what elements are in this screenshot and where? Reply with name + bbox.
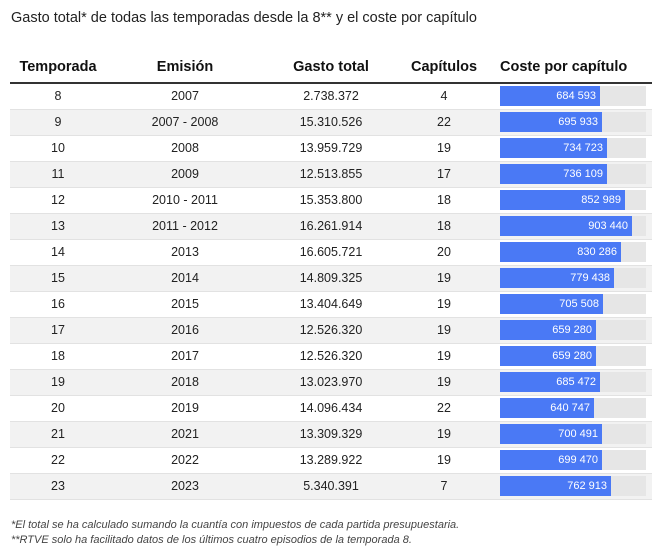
cost-bar-label: 699 470 (558, 454, 598, 466)
cell-coste-por-capitulo (490, 317, 652, 343)
cell-temporada: 22 (10, 447, 106, 473)
cell-temporada: 21 (10, 421, 106, 447)
cell-coste-por-capitulo (490, 213, 652, 239)
cell-gasto-total: 2.738.372 (264, 83, 398, 109)
cost-bar-label: 830 286 (577, 246, 617, 258)
bar-track (500, 398, 646, 418)
cell-coste-por-capitulo (490, 135, 652, 161)
cell-gasto-total: 13.959.729 (264, 135, 398, 161)
cell-emision: 2010 - 2011 (106, 187, 264, 213)
cell-gasto-total: 15.310.526 (264, 109, 398, 135)
table-row (10, 83, 652, 109)
cell-temporada: 18 (10, 343, 106, 369)
cell-emision: 2013 (106, 239, 264, 265)
bar-track (500, 242, 646, 262)
table-row (10, 161, 652, 187)
cell-emision: 2016 (106, 317, 264, 343)
table-row (10, 343, 652, 369)
cell-temporada: 19 (10, 369, 106, 395)
cell-emision: 2021 (106, 421, 264, 447)
cell-capitulos: 19 (398, 343, 490, 369)
bar-track (500, 450, 646, 470)
cell-temporada: 23 (10, 473, 106, 499)
column-header-emision: Emisión (106, 52, 264, 83)
column-header-coste-por-capitulo: Coste por capítulo (490, 52, 652, 83)
cost-bar-label: 903 440 (588, 220, 628, 232)
cost-bar-label: 685 472 (556, 376, 596, 388)
bar-track (500, 190, 646, 210)
cell-capitulos: 19 (398, 447, 490, 473)
cell-capitulos: 19 (398, 317, 490, 343)
cell-coste-por-capitulo (490, 291, 652, 317)
cost-bar-label: 659 280 (552, 324, 592, 336)
table-row (10, 213, 652, 239)
cell-temporada: 12 (10, 187, 106, 213)
cell-gasto-total: 5.340.391 (264, 473, 398, 499)
cell-gasto-total: 12.526.320 (264, 317, 398, 343)
bar-track (500, 346, 646, 366)
table-row (10, 369, 652, 395)
table-row (10, 187, 652, 213)
cell-emision: 2017 (106, 343, 264, 369)
cost-bar-label: 705 508 (559, 298, 599, 310)
cell-gasto-total: 13.289.922 (264, 447, 398, 473)
bar-track (500, 294, 646, 314)
cell-capitulos: 19 (398, 135, 490, 161)
cell-emision: 2023 (106, 473, 264, 499)
cost-bar-label: 779 438 (570, 272, 610, 284)
cell-temporada: 8 (10, 83, 106, 109)
cell-temporada: 15 (10, 265, 106, 291)
cell-capitulos: 19 (398, 291, 490, 317)
cell-emision: 2014 (106, 265, 264, 291)
cell-coste-por-capitulo (490, 265, 652, 291)
cell-gasto-total: 13.023.970 (264, 369, 398, 395)
cost-bar-label: 762 913 (567, 480, 607, 492)
cell-gasto-total: 13.404.649 (264, 291, 398, 317)
cell-temporada: 14 (10, 239, 106, 265)
cell-emision: 2019 (106, 395, 264, 421)
cell-capitulos: 19 (398, 369, 490, 395)
cell-gasto-total: 12.526.320 (264, 343, 398, 369)
table-body (10, 83, 652, 499)
cell-gasto-total: 14.096.434 (264, 395, 398, 421)
cost-bar-label: 734 723 (563, 142, 603, 154)
cell-coste-por-capitulo (490, 395, 652, 421)
cell-temporada: 10 (10, 135, 106, 161)
bar-track (500, 138, 646, 158)
cell-capitulos: 18 (398, 213, 490, 239)
table-row (10, 291, 652, 317)
cell-temporada: 9 (10, 109, 106, 135)
table-row (10, 317, 652, 343)
cell-emision: 2011 - 2012 (106, 213, 264, 239)
bar-track (500, 86, 646, 106)
cell-capitulos: 18 (398, 187, 490, 213)
column-header-capitulos: Capítulos (398, 52, 490, 83)
footnote-2: **RTVE solo ha facilitado datos de los últimos cuatro episodios de la temporada 8. (11, 534, 412, 546)
cell-emision: 2022 (106, 447, 264, 473)
table-row (10, 265, 652, 291)
cell-emision: 2008 (106, 135, 264, 161)
cell-coste-por-capitulo (490, 473, 652, 499)
cell-coste-por-capitulo (490, 109, 652, 135)
bar-track (500, 320, 646, 340)
cell-capitulos: 22 (398, 109, 490, 135)
cost-bar-label: 684 593 (556, 90, 596, 103)
cell-gasto-total: 12.513.855 (264, 161, 398, 187)
cell-gasto-total: 13.309.329 (264, 421, 398, 447)
data-table (10, 52, 652, 500)
cell-temporada: 13 (10, 213, 106, 239)
cell-temporada: 11 (10, 161, 106, 187)
cell-emision: 2015 (106, 291, 264, 317)
bar-track (500, 216, 646, 236)
cost-bar-label: 640 747 (550, 402, 590, 414)
cell-emision: 2018 (106, 369, 264, 395)
cost-bar-label: 736 109 (563, 168, 603, 180)
cost-bar-label: 852 989 (581, 194, 621, 206)
bar-track (500, 476, 646, 496)
cell-capitulos: 4 (398, 83, 490, 109)
bar-track (500, 424, 646, 444)
column-header-gasto-total: Gasto total (264, 52, 398, 83)
cell-capitulos: 20 (398, 239, 490, 265)
cell-emision: 2009 (106, 161, 264, 187)
cell-coste-por-capitulo (490, 369, 652, 395)
table-header-row (10, 52, 652, 83)
cell-coste-por-capitulo (490, 447, 652, 473)
cell-emision: 2007 - 2008 (106, 109, 264, 135)
chart-title: Gasto total* de todas las temporadas desde la 8** y el coste por capítulo (11, 10, 477, 26)
cell-gasto-total: 16.261.914 (264, 213, 398, 239)
cost-bar-label: 700 491 (558, 428, 598, 440)
cost-bar-label: 659 280 (552, 350, 592, 362)
cell-capitulos: 22 (398, 395, 490, 421)
cell-gasto-total: 14.809.325 (264, 265, 398, 291)
cell-emision: 2007 (106, 83, 264, 109)
bar-track (500, 112, 646, 132)
cost-bar-label: 695 933 (558, 116, 598, 128)
footnotes (11, 518, 459, 548)
cell-temporada: 16 (10, 291, 106, 317)
cell-coste-por-capitulo (490, 239, 652, 265)
table-row (10, 421, 652, 447)
cell-capitulos: 19 (398, 421, 490, 447)
cell-coste-por-capitulo (490, 421, 652, 447)
cell-gasto-total: 16.605.721 (264, 239, 398, 265)
cell-gasto-total: 15.353.800 (264, 187, 398, 213)
cell-coste-por-capitulo (490, 161, 652, 187)
table-row (10, 135, 652, 161)
cell-capitulos: 17 (398, 161, 490, 187)
cell-coste-por-capitulo (490, 343, 652, 369)
cell-capitulos: 7 (398, 473, 490, 499)
table-row (10, 239, 652, 265)
table-row (10, 109, 652, 135)
cell-coste-por-capitulo (490, 187, 652, 213)
table-row (10, 447, 652, 473)
cell-capitulos: 19 (398, 265, 490, 291)
cell-coste-por-capitulo (490, 83, 652, 109)
table-row (10, 395, 652, 421)
bar-track (500, 268, 646, 288)
bar-track (500, 372, 646, 392)
cell-temporada: 17 (10, 317, 106, 343)
cell-temporada: 20 (10, 395, 106, 421)
column-header-temporada: Temporada (10, 52, 106, 83)
footnote-1: *El total se ha calculado sumando la cuantía con impuestos de cada partida presupuestaria. (11, 519, 460, 531)
bar-track (500, 164, 646, 184)
table-row (10, 473, 652, 499)
